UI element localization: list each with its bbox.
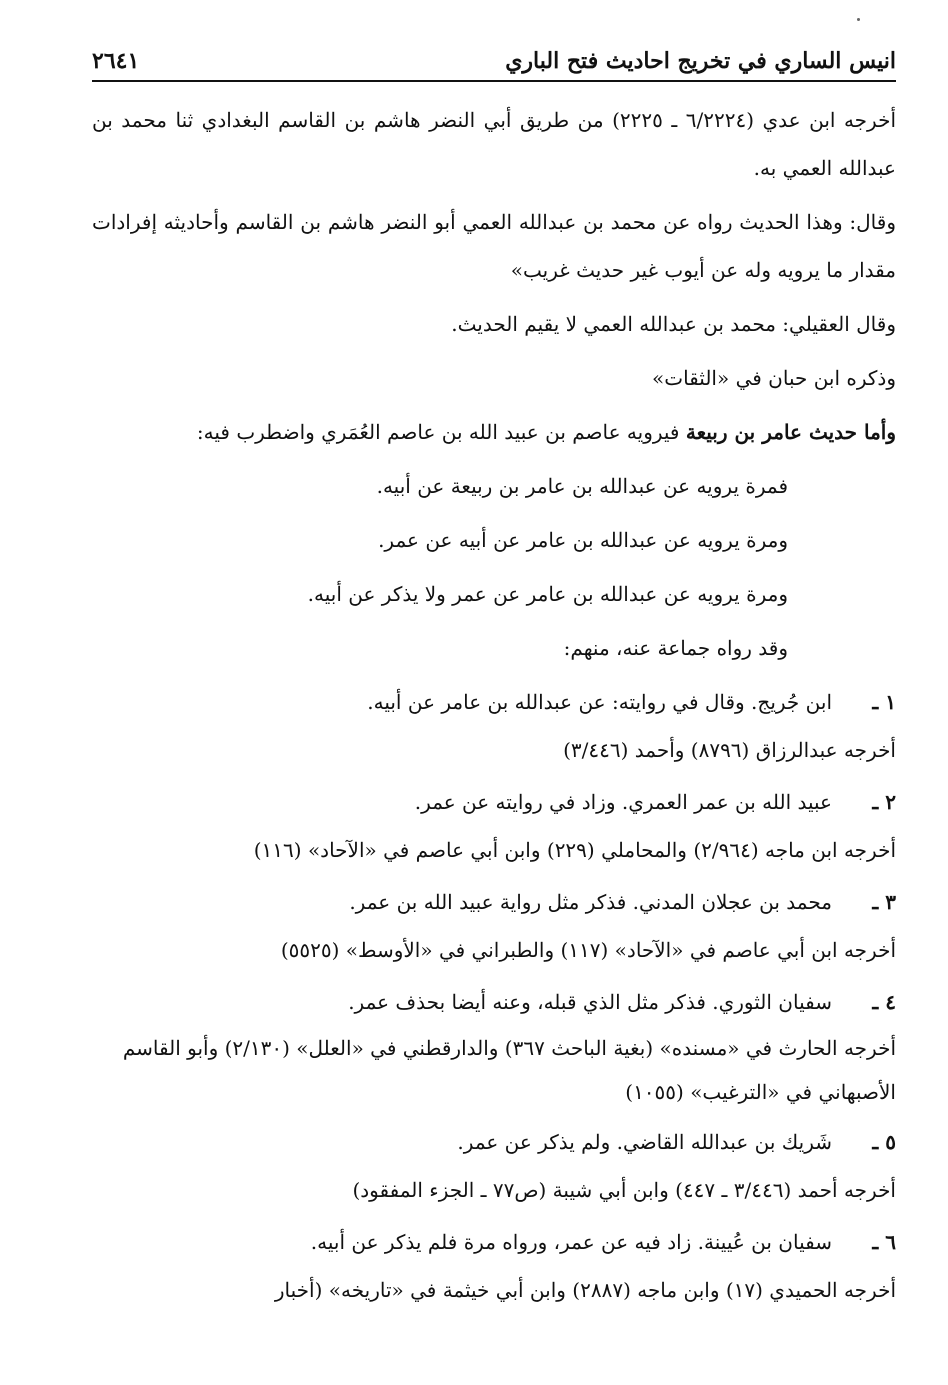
list-item: [92, 878, 896, 974]
paragraph-quote: وقال: وهذا الحديث رواه عن محمد بن عبدالله العمي أبو النضر هاشم بن القاسم وأحاديثه إفرادات مقدار ما يرويه وله عن أيوب غير حديث غريب»: [92, 210, 896, 282]
item-source: أخرجه الحميدي (١٧) وابن ماجه (٢٨٨٧) وابن أبي خيثمة في «تاريخه» (أخبار: [274, 1278, 896, 1302]
item-number: ٤ ـ: [872, 990, 896, 1014]
paragraph-variant-3: ومرة يرويه عن عبدالله بن عامر عن عمر ولا يذكر عن أبيه.: [307, 582, 788, 606]
list-item: [92, 678, 896, 774]
item-number: ٢ ـ: [872, 790, 896, 814]
paragraph-variant-1: فمرة يرويه عن عبدالله بن عامر بن ربيعة عن أبيه.: [376, 474, 788, 498]
list-item: [92, 1218, 896, 1314]
section-lead-rest: فيرويه عاصم بن عبيد الله بن عاصم العُمَري واضطرب فيه:: [196, 420, 686, 444]
item-source: أخرجه ابن أبي عاصم في «الآحاد» (١١٧) والطبراني في «الأوسط» (٥٥٢٥): [280, 938, 896, 962]
page-body: [92, 96, 896, 1314]
list-item: [92, 778, 896, 874]
item-number: ٣ ـ: [872, 890, 896, 914]
item-text: سفيان الثوري. فذكر مثل الذي قبله، وعنه أيضا بحذف عمر.: [348, 990, 832, 1014]
narrator-list: [92, 678, 896, 1314]
list-item: [92, 1118, 896, 1214]
item-text: عبيد الله بن عمر العمري. وزاد في روايته عن عمر.: [414, 790, 832, 814]
paragraph-narrators-intro: وقد رواه جماعة عنه، منهم:: [563, 636, 788, 660]
list-item: [92, 978, 896, 1114]
item-source: أخرجه أحمد (٣/٤٤٦ ـ ٤٤٧) وابن أبي شيبة (ص٧٧ ـ الجزء المفقود): [352, 1178, 896, 1202]
item-source: أخرجه الحارث في «مسنده» (بغية الباحث ٣٦٧) والدارقطني في «العلل» (٢/١٣٠) وأبو القاسم الأصبهاني في «الترغيب» (١٠٥٥): [122, 1036, 896, 1104]
paragraph-ibn-hibban: وذكره ابن حبان في «الثقات»: [652, 366, 896, 390]
scan-speck: [857, 18, 860, 21]
paragraph-variant-2: ومرة يرويه عن عبدالله بن عامر عن أبيه عن عمر.: [378, 528, 788, 552]
item-source: أخرجه ابن ماجه (٢/٩٦٤) والمحاملي (٢٢٩) وابن أبي عاصم في «الآحاد» (١١٦): [253, 838, 896, 862]
item-text: محمد بن عجلان المدني. فذكر مثل رواية عبيد الله بن عمر.: [349, 890, 832, 914]
page-header: [92, 34, 896, 74]
item-text: سفيان بن عُيينة. زاد فيه عن عمر، ورواه مرة فلم يذكر عن أبيه.: [310, 1230, 832, 1254]
section-lead: وأما حديث عامر بن ربيعة: [685, 420, 896, 444]
item-text: شَريك بن عبدالله القاضي. ولم يذكر عن عمر.: [457, 1130, 832, 1154]
page-number: ٢٦٤١: [92, 48, 140, 74]
paragraph-uqayli: وقال العقيلي: محمد بن عبدالله العمي لا يقيم الحديث.: [451, 312, 896, 336]
paragraph-amir-hadith: [92, 408, 896, 456]
item-source: أخرجه عبدالرزاق (٨٧٩٦) وأحمد (٣/٤٤٦): [563, 738, 896, 762]
item-number: ٥ ـ: [872, 1130, 896, 1154]
running-title: انيس الساري في تخريج احاديث فتح الباري: [505, 48, 896, 74]
item-text: ابن جُريج. وقال في روايته: عن عبدالله بن عامر عن أبيه.: [367, 690, 832, 714]
paragraph-ibn-adi: أخرجه ابن عدي (٦/٢٢٢٤ ـ ٢٢٢٥) من طريق أبي النضر هاشم بن القاسم البغدادي ثنا محمد بن عبدالله العمي به.: [92, 108, 896, 180]
item-number: ٦ ـ: [872, 1230, 896, 1254]
header-rule: [92, 80, 896, 82]
item-number: ١ ـ: [872, 690, 896, 714]
